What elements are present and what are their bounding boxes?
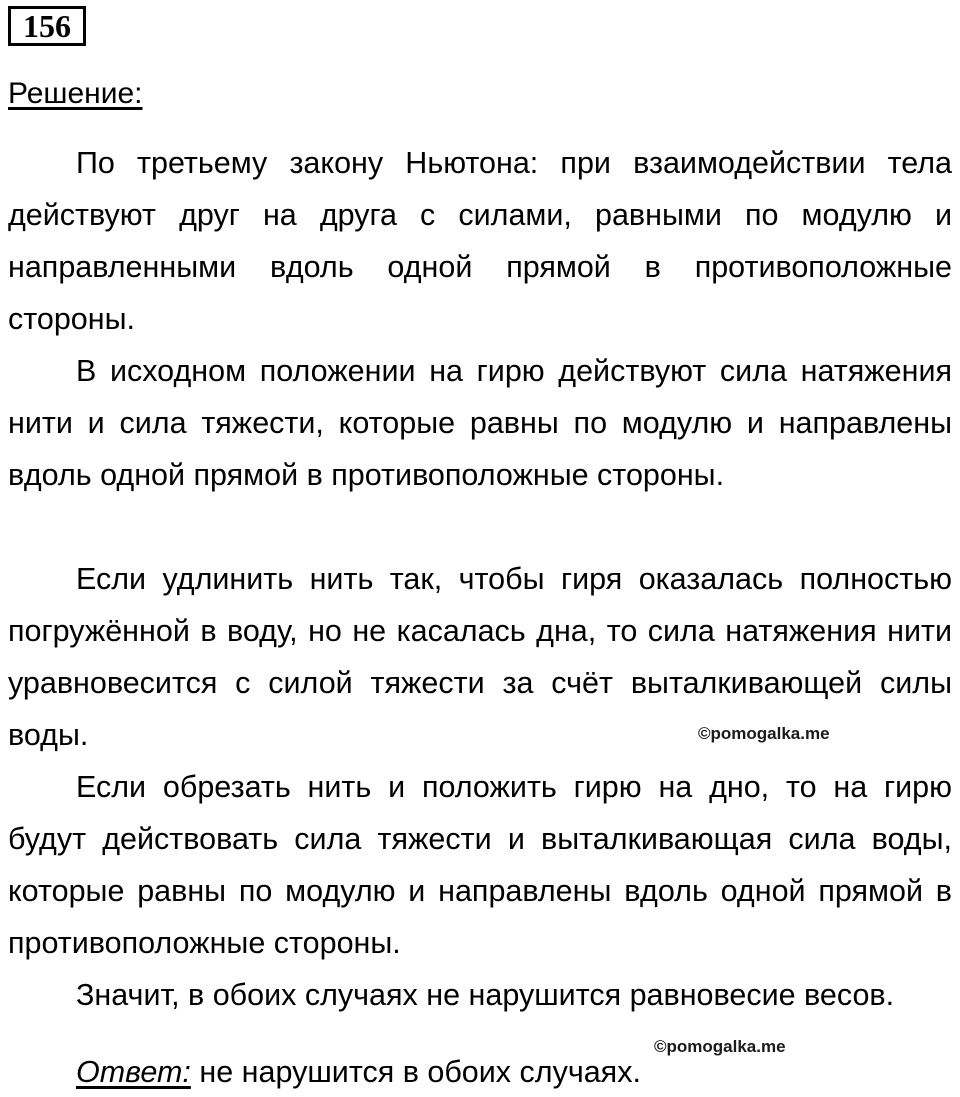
answer-text: не нарушится в обоих случаях.: [190, 1055, 641, 1089]
paragraph-cut-thread: Если обрезать нить и положить гирю на дно, то на гирю будут действовать сила тяжести и выталкивающая сила воды, которые равны по модулю и направлены вдоль одной прямой в противоположные стороны.: [8, 770, 952, 960]
paragraph-lengthen-thread: Если удлинить нить так, чтобы гиря оказалась полностью погружённой в воду, но не касалась дна, то сила натяжения нити уравновесится с силой тяжести за счёт выталкивающей силы воды.: [8, 562, 952, 752]
watermark: ©pomogalka.me: [698, 724, 830, 743]
solution-heading: Решение:: [8, 77, 143, 110]
task-number-box: 156: [8, 6, 86, 46]
paragraph-conclusion: Значит, в обоих случаях не нарушится равновесие весов.: [76, 978, 895, 1012]
paragraph-initial-position: В исходном положении на гирю действуют сила натяжения нити и сила тяжести, которые равны по модулю и направлены вдоль одной прямой в противоположные стороны.: [8, 354, 952, 492]
answer-label: Ответ:: [76, 1055, 191, 1089]
answer-line: [76, 1050, 641, 1094]
watermark: ©pomogalka.me: [654, 1037, 786, 1056]
paragraph-newton-third-law: По третьему закону Ньютона: при взаимодействии тела действуют друг на друга с силами, равными по модулю и направленными вдоль одной прямой в противоположные стороны.: [8, 146, 952, 336]
